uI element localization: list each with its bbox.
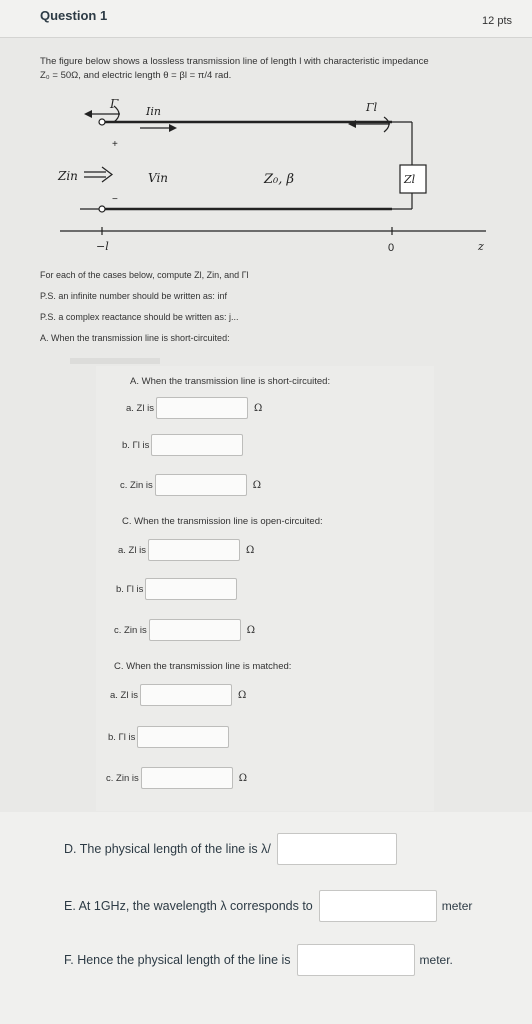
short-gl-input[interactable] [151, 434, 243, 456]
short-circuit-heading: A. When the transmission line is short-circuited: [130, 376, 331, 387]
compute-note: For each of the cases below, compute Zl, Zin, and Γl [40, 270, 249, 280]
open-gl-input[interactable] [145, 578, 237, 600]
gamma-l-label: Γl [366, 101, 378, 114]
complex-note: P.S. a complex reactance should be written as: j... [40, 312, 239, 322]
matched-zl-row [110, 684, 246, 706]
panel-shadow [70, 358, 160, 364]
short-zin-input[interactable] [155, 474, 247, 496]
zero-label: 0 [388, 242, 395, 254]
question-d-label: D. The physical length of the line is λ/ [64, 842, 271, 856]
open-zin-unit: Ω [246, 624, 256, 636]
open-circuit-heading: C. When the transmission line is open-circuited: [122, 516, 323, 527]
question-d-input[interactable] [277, 833, 397, 865]
question-e-label: E. At 1GHz, the wavelength λ corresponds to [64, 899, 313, 913]
z0-beta-label: Z₀, β [264, 172, 295, 187]
open-zin-input[interactable] [149, 619, 241, 641]
matched-zl-unit: Ω [237, 689, 247, 701]
open-zin-row [114, 619, 255, 641]
zl-label: Zl [404, 173, 416, 186]
open-gl-row [116, 578, 237, 600]
short-gl-label: b. Γl is [122, 439, 150, 451]
question-f-input[interactable] [297, 944, 415, 976]
matched-zin-input[interactable] [141, 767, 233, 789]
matched-zin-row [106, 767, 247, 789]
short-zl-input[interactable] [156, 397, 248, 419]
intro-line-1: The figure below shows a lossless transmission line of length l with characteristic impedance [40, 56, 429, 67]
neg-l-label: −l [96, 240, 109, 253]
question-f-label: F. Hence the physical length of the line is [64, 953, 291, 967]
case-a-note: A. When the transmission line is short-circuited: [40, 333, 230, 343]
vin-label: Vin [148, 171, 169, 185]
matched-heading: C. When the transmission line is matched: [114, 661, 292, 672]
z-axis-label: z [478, 240, 484, 253]
minus-sign: − [112, 194, 118, 205]
short-gl-row [122, 434, 243, 456]
open-zl-row [118, 539, 254, 561]
gamma-label: Γ [110, 97, 119, 111]
open-gl-label: b. Γl is [116, 583, 144, 595]
short-zl-label: a. Zl is [126, 402, 154, 414]
short-zl-row [126, 397, 262, 419]
question-e-unit: meter [441, 899, 473, 913]
matched-gl-input[interactable] [137, 726, 229, 748]
iin-label: Iin [146, 105, 161, 118]
matched-gl-label: b. Γl is [108, 731, 136, 743]
matched-zl-input[interactable] [140, 684, 232, 706]
input-terminal-bottom [99, 206, 105, 212]
open-zl-label: a. Zl is [118, 544, 146, 556]
question-e-row [64, 890, 472, 922]
input-terminal-top [99, 119, 105, 125]
question-header [0, 0, 532, 38]
question-points: 12 pts [482, 15, 512, 27]
short-zin-label: c. Zin is [120, 479, 153, 491]
instructions [40, 265, 249, 349]
matched-gl-row [108, 726, 229, 748]
open-zl-unit: Ω [245, 544, 255, 556]
intro-line-2: Z₀ = 50Ω, and electric length θ = βl = π/4 rad. [40, 70, 232, 81]
short-zl-unit: Ω [253, 402, 263, 414]
question-e-input[interactable] [319, 890, 437, 922]
question-d-row [64, 833, 397, 865]
question-f-row [64, 944, 453, 976]
open-zin-label: c. Zin is [114, 624, 147, 636]
question-title: Question 1 [40, 8, 108, 23]
matched-zin-unit: Ω [238, 772, 248, 784]
short-zin-unit: Ω [252, 479, 262, 491]
transmission-line-diagram [40, 95, 500, 260]
matched-zin-label: c. Zin is [106, 772, 139, 784]
inf-note: P.S. an infinite number should be written as: inf [40, 291, 227, 301]
question-f-unit: meter. [419, 953, 453, 967]
zin-label: Zin [58, 169, 78, 183]
question-intro [40, 55, 480, 83]
plus-sign: + [112, 139, 118, 150]
matched-zl-label: a. Zl is [110, 689, 138, 701]
short-zin-row [120, 474, 261, 496]
open-zl-input[interactable] [148, 539, 240, 561]
